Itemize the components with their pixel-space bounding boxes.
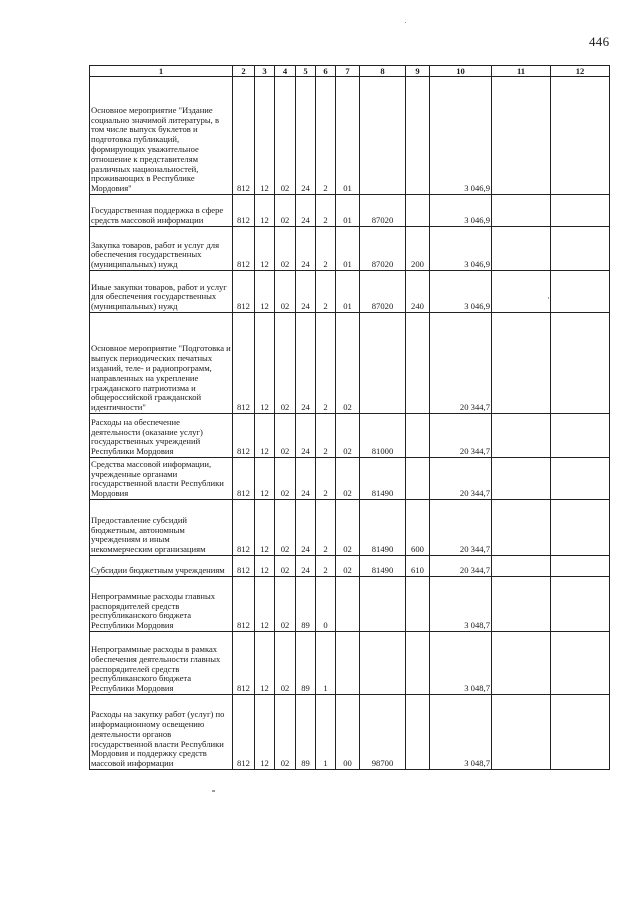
cell-col-4: 02 [275, 313, 296, 414]
cell-col-5: 24 [296, 458, 316, 500]
cell-col-7: 02 [336, 500, 360, 556]
cell-col-6: 2 [316, 313, 336, 414]
col-header-6: 6 [316, 66, 336, 77]
cell-col-8 [360, 77, 406, 195]
cell-col-10: 20 344,7 [430, 414, 492, 458]
cell-col-6: 2 [316, 77, 336, 195]
cell-col-12 [551, 632, 610, 695]
row-name-cell: Основное мероприятие "Издание социально значимой литературы, в том числе выпуск буклетов и подготовка публикаций, формирующих уважительное отношение к представителям различных национальностей, проживающих в Республике Мордовия" [90, 77, 233, 195]
cell-col-10: 3 046,9 [430, 227, 492, 271]
cell-col-11 [492, 313, 551, 414]
table-row [90, 632, 610, 695]
cell-col-3: 12 [255, 227, 275, 271]
cell-col-10: 3 048,7 [430, 695, 492, 770]
cell-col-11 [492, 414, 551, 458]
cell-col-4: 02 [275, 271, 296, 313]
cell-col-3: 12 [255, 500, 275, 556]
cell-col-11 [492, 695, 551, 770]
table-row [90, 695, 610, 770]
cell-col-6: 1 [316, 632, 336, 695]
cell-col-11 [492, 227, 551, 271]
scan-speck [405, 22, 406, 23]
cell-col-4: 02 [275, 556, 296, 577]
cell-col-5: 89 [296, 695, 316, 770]
row-name-cell: Иные закупки товаров, работ и услуг для обеспечения государственных (муниципальных) нужд [90, 271, 233, 313]
row-name-cell: Непрограммные расходы в рамках обеспечения деятельности главных распорядителей средств республиканского бюджета Республики Мордовия [90, 632, 233, 695]
col-header-5: 5 [296, 66, 316, 77]
cell-col-5: 24 [296, 313, 316, 414]
cell-col-10: 3 046,9 [430, 195, 492, 227]
table-row [90, 227, 610, 271]
cell-col-6: 2 [316, 556, 336, 577]
cell-col-8 [360, 313, 406, 414]
budget-table [89, 65, 610, 770]
cell-col-3: 12 [255, 556, 275, 577]
table-row [90, 577, 610, 632]
table-row [90, 77, 610, 195]
cell-col-4: 02 [275, 695, 296, 770]
cell-col-10: 20 344,7 [430, 313, 492, 414]
col-header-8: 8 [360, 66, 406, 77]
cell-col-9: 610 [406, 556, 430, 577]
cell-col-6: 2 [316, 458, 336, 500]
col-header-3: 3 [255, 66, 275, 77]
col-header-7: 7 [336, 66, 360, 77]
table-row [90, 271, 610, 313]
cell-col-6: 2 [316, 500, 336, 556]
cell-col-2: 812 [233, 313, 255, 414]
table-header-row [90, 66, 610, 77]
table-row [90, 500, 610, 556]
row-name-cell: Непрограммные расходы главных распорядителей средств республиканского бюджета Республики Мордовия [90, 577, 233, 632]
cell-col-11 [492, 556, 551, 577]
cell-col-4: 02 [275, 577, 296, 632]
cell-col-6: 0 [316, 577, 336, 632]
cell-col-4: 02 [275, 414, 296, 458]
cell-col-8: 81000 [360, 414, 406, 458]
cell-col-6: 2 [316, 414, 336, 458]
col-header-12: 12 [551, 66, 610, 77]
cell-col-2: 812 [233, 77, 255, 195]
row-name-cell: Расходы на закупку работ (услуг) по информационному освещению деятельности органов государственной власти Республики Мордовия и поддержку средств массовой информации [90, 695, 233, 770]
cell-col-12 [551, 458, 610, 500]
cell-col-4: 02 [275, 458, 296, 500]
cell-col-10: 3 046,9 [430, 77, 492, 195]
scan-speck [212, 790, 215, 792]
cell-col-8: 87020 [360, 227, 406, 271]
cell-col-2: 812 [233, 695, 255, 770]
cell-col-8: 81490 [360, 500, 406, 556]
cell-col-12 [551, 271, 610, 313]
cell-col-12 [551, 313, 610, 414]
cell-col-12 [551, 695, 610, 770]
cell-col-9 [406, 458, 430, 500]
row-name-cell: Закупка товаров, работ и услуг для обеспечения государственных (муниципальных) нужд [90, 227, 233, 271]
row-name-cell: Основное мероприятие "Подготовка и выпуск периодических печатных изданий, теле- и радиопрограмм, направленных на укрепление гражданского патриотизма и общероссийской гражданской идентичности" [90, 313, 233, 414]
cell-col-9: 200 [406, 227, 430, 271]
cell-col-10: 20 344,7 [430, 556, 492, 577]
cell-col-7: 02 [336, 414, 360, 458]
cell-col-5: 89 [296, 577, 316, 632]
cell-col-5: 24 [296, 195, 316, 227]
cell-col-10: 3 048,7 [430, 632, 492, 695]
cell-col-12 [551, 195, 610, 227]
cell-col-10: 20 344,7 [430, 500, 492, 556]
cell-col-5: 89 [296, 632, 316, 695]
row-name-cell: Расходы на обеспечение деятельности (оказание услуг) государственных учреждений Республики Мордовия [90, 414, 233, 458]
cell-col-5: 24 [296, 271, 316, 313]
cell-col-2: 812 [233, 458, 255, 500]
col-header-11: 11 [492, 66, 551, 77]
cell-col-9 [406, 632, 430, 695]
cell-col-10: 3 046,9 [430, 271, 492, 313]
cell-col-7: 02 [336, 458, 360, 500]
cell-col-12 [551, 500, 610, 556]
cell-col-11 [492, 195, 551, 227]
cell-col-4: 02 [275, 632, 296, 695]
cell-col-9: 600 [406, 500, 430, 556]
cell-col-6: 2 [316, 227, 336, 271]
cell-col-9 [406, 577, 430, 632]
cell-col-12 [551, 414, 610, 458]
cell-col-10: 3 048,7 [430, 577, 492, 632]
cell-col-3: 12 [255, 458, 275, 500]
cell-col-7: 01 [336, 227, 360, 271]
cell-col-9 [406, 414, 430, 458]
cell-col-11 [492, 77, 551, 195]
cell-col-7: 02 [336, 313, 360, 414]
cell-col-11 [492, 458, 551, 500]
cell-col-3: 12 [255, 414, 275, 458]
cell-col-8: 87020 [360, 271, 406, 313]
cell-col-7: 01 [336, 271, 360, 313]
col-header-9: 9 [406, 66, 430, 77]
table-row [90, 556, 610, 577]
cell-col-9 [406, 695, 430, 770]
cell-col-12 [551, 227, 610, 271]
cell-col-2: 812 [233, 500, 255, 556]
row-name-cell: Предоставление субсидий бюджетным, автономным учреждениям и иным некоммерческим организациям [90, 500, 233, 556]
cell-col-2: 812 [233, 271, 255, 313]
cell-col-11 [492, 500, 551, 556]
row-name-cell: Средства массовой информации, учрежденные органами государственной власти Республики Мордовия [90, 458, 233, 500]
table-body [90, 77, 610, 770]
cell-col-8: 81490 [360, 556, 406, 577]
cell-col-6: 1 [316, 695, 336, 770]
cell-col-11 [492, 577, 551, 632]
cell-col-3: 12 [255, 577, 275, 632]
col-header-2: 2 [233, 66, 255, 77]
cell-col-10: 20 344,7 [430, 458, 492, 500]
scan-speck [548, 297, 549, 299]
cell-col-12 [551, 577, 610, 632]
cell-col-3: 12 [255, 271, 275, 313]
cell-col-2: 812 [233, 227, 255, 271]
cell-col-7: 02 [336, 556, 360, 577]
table-row [90, 458, 610, 500]
cell-col-3: 12 [255, 695, 275, 770]
cell-col-5: 24 [296, 414, 316, 458]
cell-col-7: 00 [336, 695, 360, 770]
cell-col-6: 2 [316, 195, 336, 227]
cell-col-7: 01 [336, 195, 360, 227]
cell-col-5: 24 [296, 227, 316, 271]
cell-col-2: 812 [233, 632, 255, 695]
row-name-cell: Субсидии бюджетным учреждениям [90, 556, 233, 577]
cell-col-8 [360, 632, 406, 695]
cell-col-11 [492, 632, 551, 695]
cell-col-4: 02 [275, 227, 296, 271]
cell-col-2: 812 [233, 577, 255, 632]
cell-col-2: 812 [233, 414, 255, 458]
cell-col-3: 12 [255, 195, 275, 227]
cell-col-5: 24 [296, 556, 316, 577]
cell-col-8: 81490 [360, 458, 406, 500]
row-name-cell: Государственная поддержка в сфере средств массовой информации [90, 195, 233, 227]
cell-col-11 [492, 271, 551, 313]
cell-col-9 [406, 195, 430, 227]
cell-col-12 [551, 556, 610, 577]
cell-col-9: 240 [406, 271, 430, 313]
col-header-4: 4 [275, 66, 296, 77]
col-header-10: 10 [430, 66, 492, 77]
cell-col-9 [406, 313, 430, 414]
cell-col-3: 12 [255, 77, 275, 195]
cell-col-7 [336, 577, 360, 632]
cell-col-2: 812 [233, 195, 255, 227]
cell-col-2: 812 [233, 556, 255, 577]
cell-col-4: 02 [275, 195, 296, 227]
cell-col-8 [360, 577, 406, 632]
cell-col-5: 24 [296, 500, 316, 556]
table-row [90, 195, 610, 227]
cell-col-4: 02 [275, 77, 296, 195]
cell-col-7 [336, 632, 360, 695]
col-header-1: 1 [90, 66, 233, 77]
cell-col-4: 02 [275, 500, 296, 556]
cell-col-9 [406, 77, 430, 195]
table-row [90, 414, 610, 458]
cell-col-3: 12 [255, 313, 275, 414]
cell-col-12 [551, 77, 610, 195]
cell-col-7: 01 [336, 77, 360, 195]
cell-col-3: 12 [255, 632, 275, 695]
cell-col-8: 87020 [360, 195, 406, 227]
cell-col-5: 24 [296, 77, 316, 195]
page-number: 446 [589, 34, 610, 49]
cell-col-6: 2 [316, 271, 336, 313]
table-row [90, 313, 610, 414]
cell-col-8: 98700 [360, 695, 406, 770]
